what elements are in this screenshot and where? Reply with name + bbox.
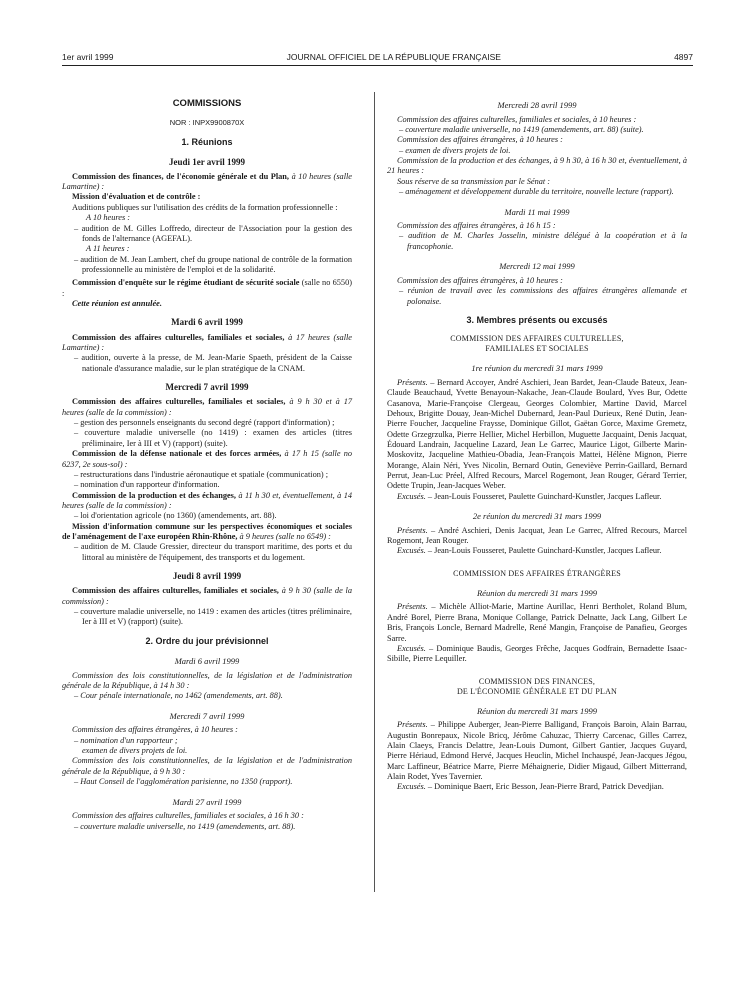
section-title: COMMISSIONS [172,98,242,109]
meeting-heading: Réunion du mercredi 31 mars 1999 [476,587,597,598]
agenda-item: – audition, ouverte à la presse, de M. Jean-Marie Spaeth, président de la Caisse nationale d'assurance maladie, sur le plan stratégique de la CNAM. [74,353,352,373]
committee-heading: DE L'ÉCONOMIE GÉNÉRALE ET DU PLAN [456,686,618,696]
agenda-item: examen de divers projets de loi. [82,746,188,756]
right-column [387,92,687,892]
attendance-present: Présents. – Michèle Alliot-Marie, Martine Aurillac, Henri Bertholet, Roland Blum, André Borel, Pierre Brana, Monique Collange, Patrick Delnatte, Jack Lang, Gilbert Le Bris, François Loncle, Bernard Madrelle, René Mangin, Françoise de Panafieu, Georges Sarre. [387,602,687,643]
committee-heading: COMMISSION DES AFFAIRES ÉTRANGÈRES [453,568,621,578]
header-date: 1er avril 1999 [62,52,114,62]
meeting-entry: Commission des affaires culturelles, familiales et sociales, à 9 h 30 et à 17 heures (salle de la commission) : [62,397,353,417]
date-heading: Mercredi 7 avril 1999 [169,710,245,721]
agenda-item: – Cour pénale internationale, no 1462 (amendements, art. 88). [74,691,283,701]
agenda-item: – loi d'orientation agricole (no 1360) (amendements, art. 88). [74,511,277,521]
column-divider [374,92,375,892]
running-header [62,52,693,63]
attendance-present: Présents. – Philippe Auberger, Jean-Pierre Balligand, François Baroin, Alain Barrau, Augustin Bonrepaux, Nicole Bricq, Jérôme Cahuzac, Thierry Carcenac, Gilles Carrez, Alain Claeys, Francis Delattre, Jean-Louis Dumont, Gilbert Gantier, Jacques Guyard, Pierre Hériaud, Edmond Hervé, Jacques Heuclin, Michel Inchauspé, Jean-Jacques Jégou, Marc Laffineur, Béatrice Marre, Pierre Méhaignerie, Didier Migaud, Gilbert Mitterrand, Alain Rodet, Yves Tavernier. [387,720,687,781]
attendance-present: Présents. – André Aschieri, Denis Jacquat, Jean Le Garrec, Alfred Recours, Marcel Rogemont, Jean Rouger. [387,525,687,546]
agenda-item: – audition de M. Jean Lambert, chef du groupe national de contrôle de la formation professionnelle au ministère de l'emploi et de la solidarité. [74,254,352,274]
date-heading: Mercredi 12 mai 1999 [499,261,575,272]
agenda-item: – examen de divers projets de loi. [399,145,511,155]
mission-heading: Mission d'évaluation et de contrôle : [72,192,201,202]
committee-heading: FAMILIALES ET SOCIALES [485,344,589,354]
date-heading: Mardi 6 avril 1999 [174,656,240,667]
date-heading: Jeudi 1er avril 1999 [168,156,246,167]
meeting-heading: 2e réunion du mercredi 31 mars 1999 [472,511,602,522]
nor-reference: NOR : INPX9900870X [169,117,245,127]
subsection-ordre-du-jour: 2. Ordre du jour prévisionnel [145,635,269,646]
header-page-number: 4897 [674,52,693,62]
date-heading: Jeudi 8 avril 1999 [172,571,242,582]
agenda-item: – restructurations dans l'industrie aéronautique et spatiale (communication) ; [74,469,329,479]
meeting-entry: Commission des affaires culturelles, familiales et sociales, à 9 h 30 (salle de la commission) : [62,586,353,606]
meeting-entry: Commission d'enquête sur le régime étudiant de sécurité sociale (salle no 6550) : [62,278,352,298]
agenda-entry: Commission des lois constitutionnelles, de la législation et de l'administration générale de la République, à 14 h 30 : [62,670,352,691]
agenda-item: – aménagement et développement durable du territoire, nouvelle lecture (rapport). [399,187,674,197]
date-heading: Mardi 6 avril 1999 [171,317,243,328]
agenda-entry: Commission des affaires culturelles, familiales et sociales, à 10 heures : [397,114,637,124]
attendance-excused: Excusés. – Dominique Baudis, Georges Frêche, Jacques Godfrain, Bernadette Isaac-Sibille, Pierre Lequiller. [387,643,687,664]
agenda-item: – audition de M. Gilles Loffredo, directeur de l'Association pour la gestion des fonds de l'alternance (AGEFAL). [74,223,352,243]
agenda-entry: Commission des affaires étrangères, à 10 heures : [72,725,238,735]
agenda-item: – gestion des personnels enseignants du second degré (rapport d'information) ; [74,418,335,428]
committee-heading: COMMISSION DES FINANCES, [478,676,596,686]
agenda-entry: Commission des affaires culturelles, familiales et sociales, à 16 h 30 : [72,811,304,821]
two-column-body [62,92,693,892]
date-heading: Mardi 27 avril 1999 [172,796,242,807]
date-heading: Mercredi 7 avril 1999 [165,382,249,393]
meeting-heading: Réunion du mercredi 31 mars 1999 [476,705,597,716]
subsection-reunions: 1. Réunions [181,137,233,148]
meeting-entry: Commission de la production et des échanges, à 11 h 30 et, éventuellement, à 14 heures (salle de la commission) : [62,490,353,510]
attendance-excused: Excusés. – Jean-Louis Fousseret, Paulette Guinchard-Kunstler, Jacques Lafleur. [397,491,662,501]
meeting-entry: Commission des affaires culturelles, familiales et sociales, à 17 heures (salle Lamartine) : [62,332,352,353]
date-heading: Mercredi 28 avril 1999 [497,100,577,110]
meeting-text: Auditions publiques sur l'utilisation des crédits de la formation professionnelle : [72,202,338,212]
meeting-heading: 1re réunion du mercredi 31 mars 1999 [471,363,603,374]
cancellation-note: Cette réunion est annulée. [72,299,162,309]
agenda-entry: Commission des affaires étrangères, à 10 heures : [397,135,563,145]
committee-heading: COMMISSION DES AFFAIRES CULTURELLES, [450,334,624,344]
attendance-excused: Excusés. – Jean-Louis Fousseret, Paulette Guinchard-Kunstler, Jacques Lafleur. [397,546,662,556]
agenda-item: – nomination d'un rapporteur ; [74,735,178,745]
agenda-item: – audition de M. Claude Gressier, directeur du transport maritime, des ports et du littoral au ministère de l'équipement, des transports et du logement. [74,542,352,562]
header-rule [62,65,693,66]
date-heading: Mardi 11 mai 1999 [504,206,570,217]
subsection-membres: 3. Membres présents ou excusés [466,314,608,325]
agenda-entry: Commission des affaires étrangères, à 10 heures : [397,275,563,285]
agenda-entry: Commission des lois constitutionnelles, de la législation et de l'administration générale de la République, à 9 h 30 : [62,756,352,776]
agenda-item: – couverture maladie universelle, no 1419 (amendements, art. 88) (suite). [399,124,644,134]
agenda-item: – réunion de travail avec les commissions des affaires étrangères allemande et polonaise. [399,286,687,306]
attendance-present: Présents. – Bernard Accoyer, André Aschieri, Jean Bardet, Jean-Claude Bateux, Jean-Claude Beauchaud, Yvette Benayoun-Nakache, Jean-Claude Boulard, Yves Bur, Odette Casanova, Marie-Françoise Clergeau, Georges Colombier, Martine David, Marcel Dehoux, Brigitte Douay, Jean-Michel Dubernard, Jean-Paul Durieux, René Dutin, Jean-Pierre Foucher, Jacqueline Fraysse, Dominique Gillot, Gaëtan Gorce, Maxime Gremetz, Odette Grzegrzulka, Pierre Hellier, Michel Herbillon, Muguette Jacquaint, Denis Jacquat, Édouard Landrain, Jacqueline Lazard, Jean Le Garrec, Maurice Ligot, Gilberte Marin-Moskovitz, Jacqueline Mathieu-Obadia, Jean-François Mattei, Hélène Mignon, Pierre Morange, Alain Néri, Yves Nicolin, Bernard Outin, Geneviève Perrin-Gaillard, Bernard Perrut, Jean-Luc Préel, Alfred Recours, Marcel Rogemont, Jean Rouger, Gérard Terrier, Odette Trupin, Jean-Jacques Weber. [387,377,687,491]
time-label: A 10 heures : [86,213,131,223]
agenda-item: – nomination d'un rapporteur d'information. [74,480,220,490]
attendance-excused: Excusés. – Dominique Baert, Eric Besson, Jean-Pierre Brard, Patrick Devedjian. [397,782,664,792]
agenda-entry: Commission de la production et des échanges, à 9 h 30, à 16 h 30 et, éventuellement, à 21 heures : [387,156,687,176]
agenda-item: – couverture maladie universelle, no 1419 : examen des articles (titres préliminaire, Ier à III et V) (rapport) (suite). [74,607,352,627]
agenda-item: – Haut Conseil de l'agglomération parisienne, no 1350 (rapport). [74,777,293,787]
agenda-item: – couverture maladie universelle, no 1419 (amendements, art. 88). [74,821,296,831]
meeting-entry: Commission des finances, de l'économie générale et du Plan, à 10 heures (salle Lamartine) : [62,171,352,192]
meeting-entry: Mission d'information commune sur les perspectives économiques et sociales de l'aménagement de l'axe européen Rhin-Rhône, à 9 heures (salle no 6549) : [62,521,352,542]
agenda-note: Sous réserve de sa transmission par le Sénat : [397,176,551,186]
left-column [62,92,362,892]
agenda-entry: Commission des affaires étrangères, à 16 h 15 : [397,221,556,231]
meeting-entry: Commission de la défense nationale et des forces armées, à 17 h 15 (salle no 6237, 2e sous-sol) : [62,449,352,469]
agenda-item: – couverture maladie universelle (no 1419) : examen des articles (titres préliminaire, Ier à III et V) (rapport) (suite). [74,428,352,448]
header-journal-title: JOURNAL OFFICIEL DE LA RÉPUBLIQUE FRANÇAISE [286,52,501,62]
agenda-item: – audition de M. Charles Josselin, ministre délégué à la coopération et à la francophonie. [399,231,687,251]
time-label: A 11 heures : [86,244,130,254]
